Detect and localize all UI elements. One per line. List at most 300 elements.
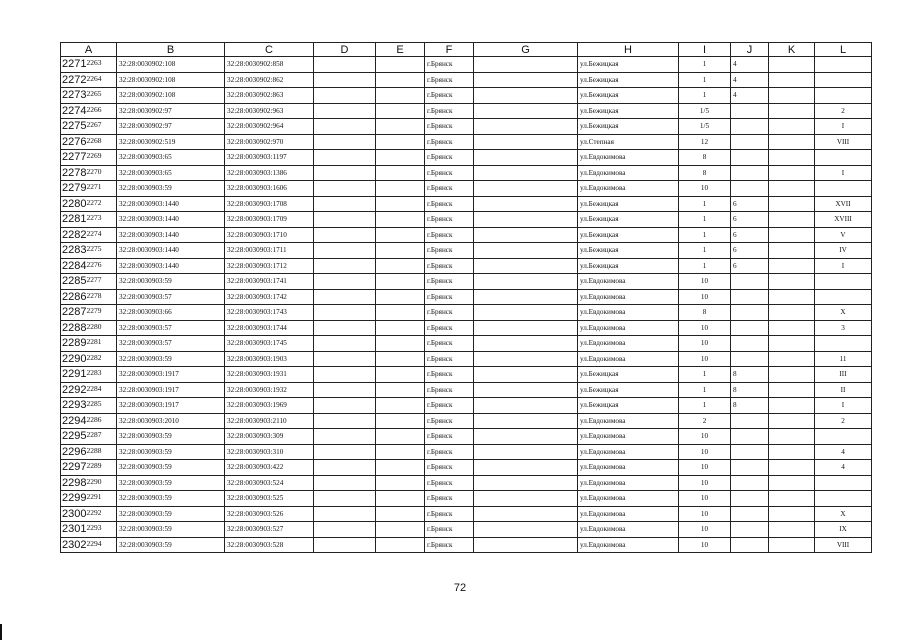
cell-c[interactable]: 32:28:0030903:1931 [225,367,314,383]
cell-i[interactable]: 1 [679,72,731,88]
cell-e[interactable] [376,243,425,259]
cell-c[interactable]: 32:28:0030903:1969 [225,398,314,414]
cell-i[interactable]: 8 [679,165,731,181]
cell-g[interactable] [474,150,578,166]
cell-row-number[interactable] [61,522,117,538]
cell-h[interactable]: ул.Бежицкая [578,57,679,73]
cell-f[interactable]: г.Брянск [425,258,474,274]
cell-f[interactable]: г.Брянск [425,460,474,476]
cell-c[interactable]: 32:28:0030903:528 [225,537,314,553]
cell-j[interactable] [731,181,769,197]
cell-d[interactable] [314,537,376,553]
cell-d[interactable] [314,382,376,398]
cell-b[interactable]: 32:28:0030903:2010 [117,413,225,429]
cell-row-number[interactable] [61,351,117,367]
cell-g[interactable] [474,289,578,305]
cell-h[interactable]: ул.Евдокимова [578,320,679,336]
cell-i[interactable]: 1/5 [679,103,731,119]
cell-f[interactable]: г.Брянск [425,227,474,243]
cell-e[interactable] [376,537,425,553]
cell-h[interactable]: ул.Бежицкая [578,243,679,259]
cell-d[interactable] [314,88,376,104]
cell-row-number[interactable] [61,320,117,336]
cell-c[interactable]: 32:28:0030903:524 [225,475,314,491]
cell-c[interactable]: 32:28:0030903:1743 [225,305,314,321]
cell-l[interactable]: 4 [815,460,872,476]
cell-c[interactable]: 32:28:0030902:970 [225,134,314,150]
cell-e[interactable] [376,305,425,321]
cell-i[interactable]: 10 [679,491,731,507]
cell-e[interactable] [376,491,425,507]
cell-k[interactable] [769,475,815,491]
cell-b[interactable]: 32:28:0030903:66 [117,305,225,321]
cell-b[interactable]: 32:28:0030903:1440 [117,227,225,243]
cell-l[interactable]: VIII [815,134,872,150]
cell-d[interactable] [314,351,376,367]
cell-h[interactable]: ул.Евдокимова [578,274,679,290]
cell-h[interactable]: ул.Евдокимова [578,460,679,476]
cell-e[interactable] [376,88,425,104]
cell-g[interactable] [474,181,578,197]
cell-g[interactable] [474,460,578,476]
cell-b[interactable]: 32:28:0030903:65 [117,150,225,166]
cell-e[interactable] [376,289,425,305]
cell-h[interactable]: ул.Бежицкая [578,382,679,398]
cell-k[interactable] [769,413,815,429]
cell-i[interactable]: 1 [679,398,731,414]
cell-j[interactable] [731,274,769,290]
column-header-c[interactable]: C [225,43,314,57]
cell-c[interactable]: 32:28:0030903:1712 [225,258,314,274]
cell-h[interactable]: ул.Евдокимова [578,305,679,321]
cell-c[interactable]: 32:28:0030903:1744 [225,320,314,336]
cell-row-number[interactable] [61,506,117,522]
cell-row-number[interactable] [61,165,117,181]
cell-f[interactable]: г.Брянск [425,320,474,336]
cell-f[interactable]: г.Брянск [425,522,474,538]
cell-h[interactable]: ул.Бежицкая [578,103,679,119]
cell-d[interactable] [314,165,376,181]
cell-row-number[interactable] [61,429,117,445]
cell-d[interactable] [314,227,376,243]
cell-b[interactable]: 32:28:0030903:1917 [117,398,225,414]
cell-l[interactable]: IX [815,522,872,538]
cell-e[interactable] [376,150,425,166]
cell-k[interactable] [769,460,815,476]
cell-f[interactable]: г.Брянск [425,196,474,212]
cell-c[interactable]: 32:28:0030903:1745 [225,336,314,352]
cell-g[interactable] [474,72,578,88]
cell-e[interactable] [376,460,425,476]
cell-e[interactable] [376,212,425,228]
cell-f[interactable]: г.Брянск [425,103,474,119]
cell-f[interactable]: г.Брянск [425,382,474,398]
cell-k[interactable] [769,320,815,336]
cell-k[interactable] [769,103,815,119]
cell-l[interactable]: X [815,305,872,321]
cell-b[interactable]: 32:28:0030902:108 [117,57,225,73]
column-header-i[interactable]: I [679,43,731,57]
cell-k[interactable] [769,212,815,228]
cell-f[interactable]: г.Брянск [425,289,474,305]
cell-e[interactable] [376,134,425,150]
cell-g[interactable] [474,444,578,460]
cell-b[interactable]: 32:28:0030902:97 [117,103,225,119]
column-header-f[interactable]: F [425,43,474,57]
cell-f[interactable]: г.Брянск [425,537,474,553]
cell-j[interactable] [731,103,769,119]
cell-e[interactable] [376,351,425,367]
cell-g[interactable] [474,258,578,274]
cell-e[interactable] [376,398,425,414]
cell-j[interactable]: 6 [731,212,769,228]
cell-i[interactable]: 1 [679,212,731,228]
cell-h[interactable]: ул.Евдокимова [578,537,679,553]
cell-f[interactable]: г.Брянск [425,305,474,321]
cell-d[interactable] [314,57,376,73]
cell-l[interactable] [815,336,872,352]
cell-l[interactable]: IV [815,243,872,259]
cell-i[interactable]: 1 [679,57,731,73]
cell-f[interactable]: г.Брянск [425,119,474,135]
cell-j[interactable] [731,134,769,150]
cell-i[interactable]: 10 [679,475,731,491]
cell-l[interactable] [815,274,872,290]
cell-i[interactable]: 10 [679,336,731,352]
cell-f[interactable]: г.Брянск [425,165,474,181]
cell-row-number[interactable] [61,382,117,398]
cell-e[interactable] [376,274,425,290]
cell-k[interactable] [769,274,815,290]
column-header-a[interactable]: A [61,43,117,57]
cell-row-number[interactable] [61,181,117,197]
cell-i[interactable]: 10 [679,460,731,476]
cell-f[interactable]: г.Брянск [425,181,474,197]
cell-j[interactable]: 8 [731,382,769,398]
cell-k[interactable] [769,289,815,305]
column-header-l[interactable]: L [815,43,872,57]
cell-b[interactable]: 32:28:0030903:57 [117,289,225,305]
cell-h[interactable]: ул.Бежицкая [578,196,679,212]
cell-k[interactable] [769,429,815,445]
cell-c[interactable]: 32:28:0030902:863 [225,88,314,104]
cell-row-number[interactable] [61,305,117,321]
cell-d[interactable] [314,506,376,522]
cell-g[interactable] [474,305,578,321]
cell-g[interactable] [474,537,578,553]
cell-row-number[interactable] [61,57,117,73]
cell-l[interactable] [815,429,872,445]
cell-c[interactable]: 32:28:0030903:1932 [225,382,314,398]
cell-c[interactable]: 32:28:0030903:1903 [225,351,314,367]
cell-k[interactable] [769,506,815,522]
cell-h[interactable]: ул.Евдокимова [578,429,679,445]
cell-e[interactable] [376,181,425,197]
cell-l[interactable]: I [815,398,872,414]
cell-b[interactable]: 32:28:0030903:59 [117,491,225,507]
cell-j[interactable] [731,537,769,553]
cell-k[interactable] [769,150,815,166]
cell-i[interactable]: 10 [679,522,731,538]
cell-d[interactable] [314,103,376,119]
cell-k[interactable] [769,444,815,460]
cell-f[interactable]: г.Брянск [425,134,474,150]
cell-b[interactable]: 32:28:0030903:59 [117,181,225,197]
cell-j[interactable] [731,413,769,429]
cell-d[interactable] [314,429,376,445]
cell-b[interactable]: 32:28:0030903:59 [117,351,225,367]
cell-g[interactable] [474,57,578,73]
cell-k[interactable] [769,227,815,243]
cell-g[interactable] [474,274,578,290]
cell-k[interactable] [769,165,815,181]
cell-e[interactable] [376,336,425,352]
cell-k[interactable] [769,258,815,274]
cell-b[interactable]: 32:28:0030903:59 [117,460,225,476]
cell-d[interactable] [314,119,376,135]
cell-j[interactable]: 4 [731,72,769,88]
cell-g[interactable] [474,429,578,445]
cell-l[interactable] [815,150,872,166]
cell-b[interactable]: 32:28:0030903:59 [117,506,225,522]
cell-j[interactable] [731,289,769,305]
cell-h[interactable]: ул.Евдокимова [578,444,679,460]
cell-f[interactable]: г.Брянск [425,398,474,414]
cell-g[interactable] [474,243,578,259]
cell-l[interactable]: XVII [815,196,872,212]
cell-h[interactable]: ул.Бежицкая [578,72,679,88]
cell-j[interactable] [731,491,769,507]
cell-k[interactable] [769,336,815,352]
cell-l[interactable]: XVIII [815,212,872,228]
cell-e[interactable] [376,227,425,243]
cell-row-number[interactable] [61,289,117,305]
cell-b[interactable]: 32:28:0030903:1917 [117,382,225,398]
cell-g[interactable] [474,134,578,150]
cell-row-number[interactable] [61,243,117,259]
cell-k[interactable] [769,537,815,553]
cell-c[interactable]: 32:28:0030903:422 [225,460,314,476]
cell-f[interactable]: г.Брянск [425,351,474,367]
cell-j[interactable] [731,475,769,491]
cell-l[interactable] [815,88,872,104]
cell-e[interactable] [376,119,425,135]
cell-g[interactable] [474,367,578,383]
cell-row-number[interactable] [61,444,117,460]
cell-g[interactable] [474,491,578,507]
cell-c[interactable]: 32:28:0030903:1710 [225,227,314,243]
cell-h[interactable]: ул.Евдокимова [578,413,679,429]
cell-g[interactable] [474,398,578,414]
cell-i[interactable]: 1 [679,227,731,243]
cell-b[interactable]: 32:28:0030903:1440 [117,258,225,274]
cell-g[interactable] [474,522,578,538]
cell-h[interactable]: ул.Бежицкая [578,227,679,243]
cell-e[interactable] [376,367,425,383]
cell-f[interactable]: г.Брянск [425,475,474,491]
cell-f[interactable]: г.Брянск [425,212,474,228]
cell-h[interactable]: ул.Бежицкая [578,88,679,104]
cell-d[interactable] [314,522,376,538]
cell-row-number[interactable] [61,537,117,553]
cell-f[interactable]: г.Брянск [425,429,474,445]
cell-e[interactable] [376,258,425,274]
cell-j[interactable] [731,336,769,352]
cell-row-number[interactable] [61,336,117,352]
column-header-j[interactable]: J [731,43,769,57]
cell-row-number[interactable] [61,150,117,166]
cell-l[interactable] [815,289,872,305]
cell-f[interactable]: г.Брянск [425,491,474,507]
column-header-h[interactable]: H [578,43,679,57]
column-header-d[interactable]: D [314,43,376,57]
column-header-e[interactable]: E [376,43,425,57]
cell-row-number[interactable] [61,103,117,119]
cell-i[interactable]: 1/5 [679,119,731,135]
cell-l[interactable]: III [815,367,872,383]
cell-j[interactable]: 6 [731,227,769,243]
column-header-k[interactable]: K [769,43,815,57]
cell-c[interactable]: 32:28:0030903:2110 [225,413,314,429]
cell-j[interactable]: 4 [731,57,769,73]
cell-d[interactable] [314,413,376,429]
cell-f[interactable]: г.Брянск [425,88,474,104]
cell-e[interactable] [376,429,425,445]
cell-l[interactable] [815,72,872,88]
cell-j[interactable]: 8 [731,367,769,383]
cell-f[interactable]: г.Брянск [425,274,474,290]
cell-j[interactable]: 6 [731,258,769,274]
cell-b[interactable]: 32:28:0030903:59 [117,444,225,460]
cell-b[interactable]: 32:28:0030903:1917 [117,367,225,383]
cell-d[interactable] [314,320,376,336]
cell-h[interactable]: ул.Евдокимова [578,475,679,491]
cell-l[interactable]: I [815,258,872,274]
cell-row-number[interactable] [61,367,117,383]
cell-row-number[interactable] [61,460,117,476]
cell-c[interactable]: 32:28:0030902:862 [225,72,314,88]
cell-l[interactable] [815,475,872,491]
cell-l[interactable]: 2 [815,103,872,119]
cell-d[interactable] [314,196,376,212]
cell-h[interactable]: ул.Бежицкая [578,258,679,274]
cell-c[interactable]: 32:28:0030903:527 [225,522,314,538]
cell-c[interactable]: 32:28:0030903:526 [225,506,314,522]
cell-d[interactable] [314,289,376,305]
cell-d[interactable] [314,305,376,321]
cell-c[interactable]: 32:28:0030903:1742 [225,289,314,305]
cell-b[interactable]: 32:28:0030903:65 [117,165,225,181]
cell-l[interactable]: II [815,382,872,398]
cell-l[interactable]: 4 [815,444,872,460]
cell-l[interactable]: I [815,119,872,135]
cell-e[interactable] [376,444,425,460]
cell-k[interactable] [769,72,815,88]
cell-row-number[interactable] [61,413,117,429]
cell-row-number[interactable] [61,196,117,212]
cell-g[interactable] [474,196,578,212]
cell-b[interactable]: 32:28:0030903:59 [117,274,225,290]
cell-i[interactable]: 10 [679,537,731,553]
cell-j[interactable] [731,305,769,321]
cell-row-number[interactable] [61,119,117,135]
cell-j[interactable]: 6 [731,243,769,259]
cell-e[interactable] [376,413,425,429]
cell-i[interactable]: 10 [679,429,731,445]
cell-k[interactable] [769,491,815,507]
cell-e[interactable] [376,382,425,398]
cell-i[interactable]: 1 [679,367,731,383]
cell-f[interactable]: г.Брянск [425,150,474,166]
cell-j[interactable]: 4 [731,88,769,104]
cell-d[interactable] [314,444,376,460]
cell-g[interactable] [474,506,578,522]
cell-f[interactable]: г.Брянск [425,367,474,383]
cell-d[interactable] [314,460,376,476]
cell-l[interactable] [815,491,872,507]
cell-k[interactable] [769,181,815,197]
cell-h[interactable]: ул.Евдокимова [578,181,679,197]
cell-row-number[interactable] [61,72,117,88]
cell-h[interactable]: ул.Бежицкая [578,398,679,414]
cell-g[interactable] [474,119,578,135]
cell-e[interactable] [376,196,425,212]
cell-b[interactable]: 32:28:0030903:59 [117,537,225,553]
cell-h[interactable]: ул.Бежицкая [578,212,679,228]
cell-b[interactable]: 32:28:0030903:57 [117,320,225,336]
cell-j[interactable] [731,522,769,538]
cell-f[interactable]: г.Брянск [425,506,474,522]
cell-i[interactable]: 1 [679,243,731,259]
cell-k[interactable] [769,305,815,321]
cell-g[interactable] [474,227,578,243]
cell-b[interactable]: 32:28:0030903:1440 [117,243,225,259]
cell-d[interactable] [314,134,376,150]
cell-row-number[interactable] [61,88,117,104]
cell-j[interactable]: 8 [731,398,769,414]
cell-d[interactable] [314,212,376,228]
cell-j[interactable] [731,506,769,522]
cell-g[interactable] [474,88,578,104]
cell-d[interactable] [314,491,376,507]
cell-b[interactable]: 32:28:0030902:108 [117,72,225,88]
cell-k[interactable] [769,57,815,73]
cell-d[interactable] [314,243,376,259]
cell-j[interactable] [731,150,769,166]
cell-j[interactable] [731,320,769,336]
cell-h[interactable]: ул.Степная [578,134,679,150]
cell-i[interactable]: 8 [679,305,731,321]
cell-c[interactable]: 32:28:0030903:525 [225,491,314,507]
cell-l[interactable]: V [815,227,872,243]
cell-l[interactable] [815,181,872,197]
cell-d[interactable] [314,181,376,197]
cell-e[interactable] [376,320,425,336]
cell-f[interactable]: г.Брянск [425,72,474,88]
cell-k[interactable] [769,196,815,212]
cell-e[interactable] [376,506,425,522]
cell-j[interactable]: 6 [731,196,769,212]
cell-l[interactable] [815,57,872,73]
cell-e[interactable] [376,475,425,491]
cell-e[interactable] [376,165,425,181]
cell-e[interactable] [376,522,425,538]
cell-i[interactable]: 1 [679,88,731,104]
cell-k[interactable] [769,351,815,367]
cell-h[interactable]: ул.Бежицкая [578,367,679,383]
cell-row-number[interactable] [61,212,117,228]
cell-d[interactable] [314,398,376,414]
